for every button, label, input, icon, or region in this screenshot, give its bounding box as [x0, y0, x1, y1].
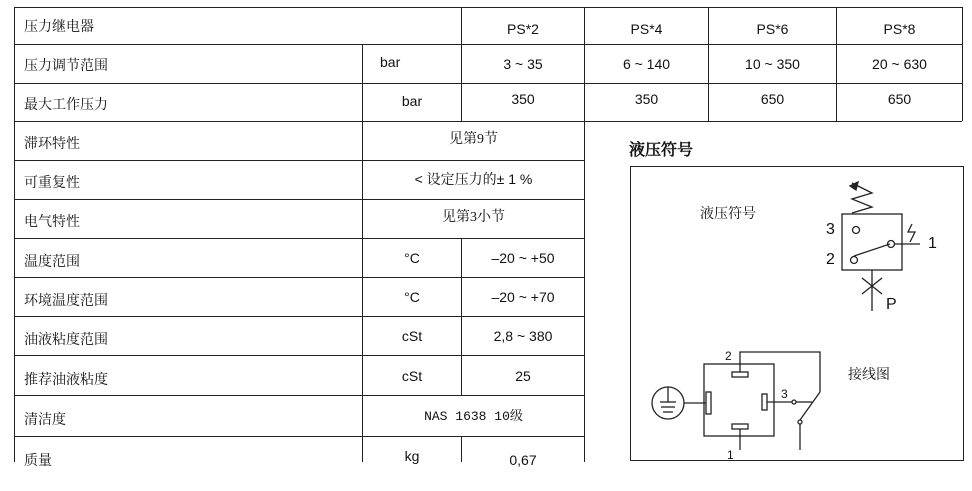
model-ps2: PS*2	[507, 21, 539, 37]
wire-1-label: 1	[727, 448, 734, 462]
wire-2-label: 2	[725, 349, 732, 363]
value-temp-range: –20 ~ +50	[491, 250, 555, 266]
port-2-label: 2	[826, 251, 835, 268]
table-title: 压力继电器	[24, 18, 94, 34]
row-label-electrical: 电气特性	[24, 213, 80, 229]
value-pressure-range-ps6: 10 ~ 350	[745, 56, 800, 72]
value-electrical: 见第3小节	[442, 210, 505, 225]
unit-viscosity-range: cSt	[401, 328, 423, 344]
model-ps6: PS*6	[756, 21, 789, 37]
unit-recommended-viscosity: cSt	[401, 368, 423, 384]
row-label-ambient-temp: 环境温度范围	[24, 292, 108, 308]
value-max-pressure-ps2: 350	[511, 91, 535, 107]
unit-mass: kg	[404, 448, 420, 464]
model-ps8: PS*8	[883, 21, 916, 37]
unit-max-pressure: bar	[401, 93, 423, 109]
value-hysteresis: 见第9节	[449, 132, 498, 147]
row-label-pressure-range: 压力调节范围	[24, 57, 108, 73]
value-mass: 0,67	[509, 452, 537, 468]
value-cleanliness: NAS 1638 10级	[424, 409, 523, 424]
hydraulic-section-title: 液压符号	[629, 142, 694, 159]
unit-temp-range: °C	[404, 250, 420, 266]
row-label-mass: 质量	[24, 452, 52, 468]
value-ambient-temp: –20 ~ +70	[491, 289, 555, 305]
symbol-label: 液压符号	[700, 207, 756, 222]
wire-3-label: 3	[781, 387, 788, 401]
row-label-repeatability: 可重复性	[24, 174, 80, 190]
row-label-viscosity-range: 油液粘度范围	[24, 331, 108, 347]
port-p-label: P	[886, 296, 897, 313]
port-3-label: 3	[826, 221, 835, 238]
model-ps4: PS*4	[630, 21, 663, 37]
unit-ambient-temp: °C	[404, 289, 420, 305]
value-pressure-range-ps2: 3 ~ 35	[503, 56, 543, 72]
value-max-pressure-ps6: 650	[760, 91, 785, 107]
wiring-label: 接线图	[848, 368, 890, 383]
row-label-recommended-viscosity: 推荐油液粘度	[24, 371, 108, 387]
pressure-switch-symbol	[842, 182, 920, 311]
port-1-label: 1	[928, 235, 937, 252]
value-pressure-range-ps8: 20 ~ 630	[872, 56, 927, 72]
value-max-pressure-ps8: 650	[887, 91, 912, 107]
value-recommended-viscosity: 25	[515, 368, 531, 384]
row-label-max-pressure: 最大工作压力	[24, 96, 108, 112]
wiring-diagram	[652, 352, 820, 450]
value-viscosity-range: 2,8 ~ 380	[493, 328, 553, 344]
row-label-hysteresis: 滞环特性	[24, 135, 80, 151]
value-max-pressure-ps4: 350	[634, 91, 659, 107]
unit-pressure-range: bar	[380, 54, 401, 70]
row-label-temp-range: 温度范围	[24, 253, 80, 269]
hydraulic-diagram	[630, 166, 964, 461]
row-label-cleanliness: 清洁度	[24, 411, 66, 427]
value-pressure-range-ps4: 6 ~ 140	[622, 56, 671, 72]
value-repeatability: < 设定压力的± 1 %	[414, 171, 533, 187]
